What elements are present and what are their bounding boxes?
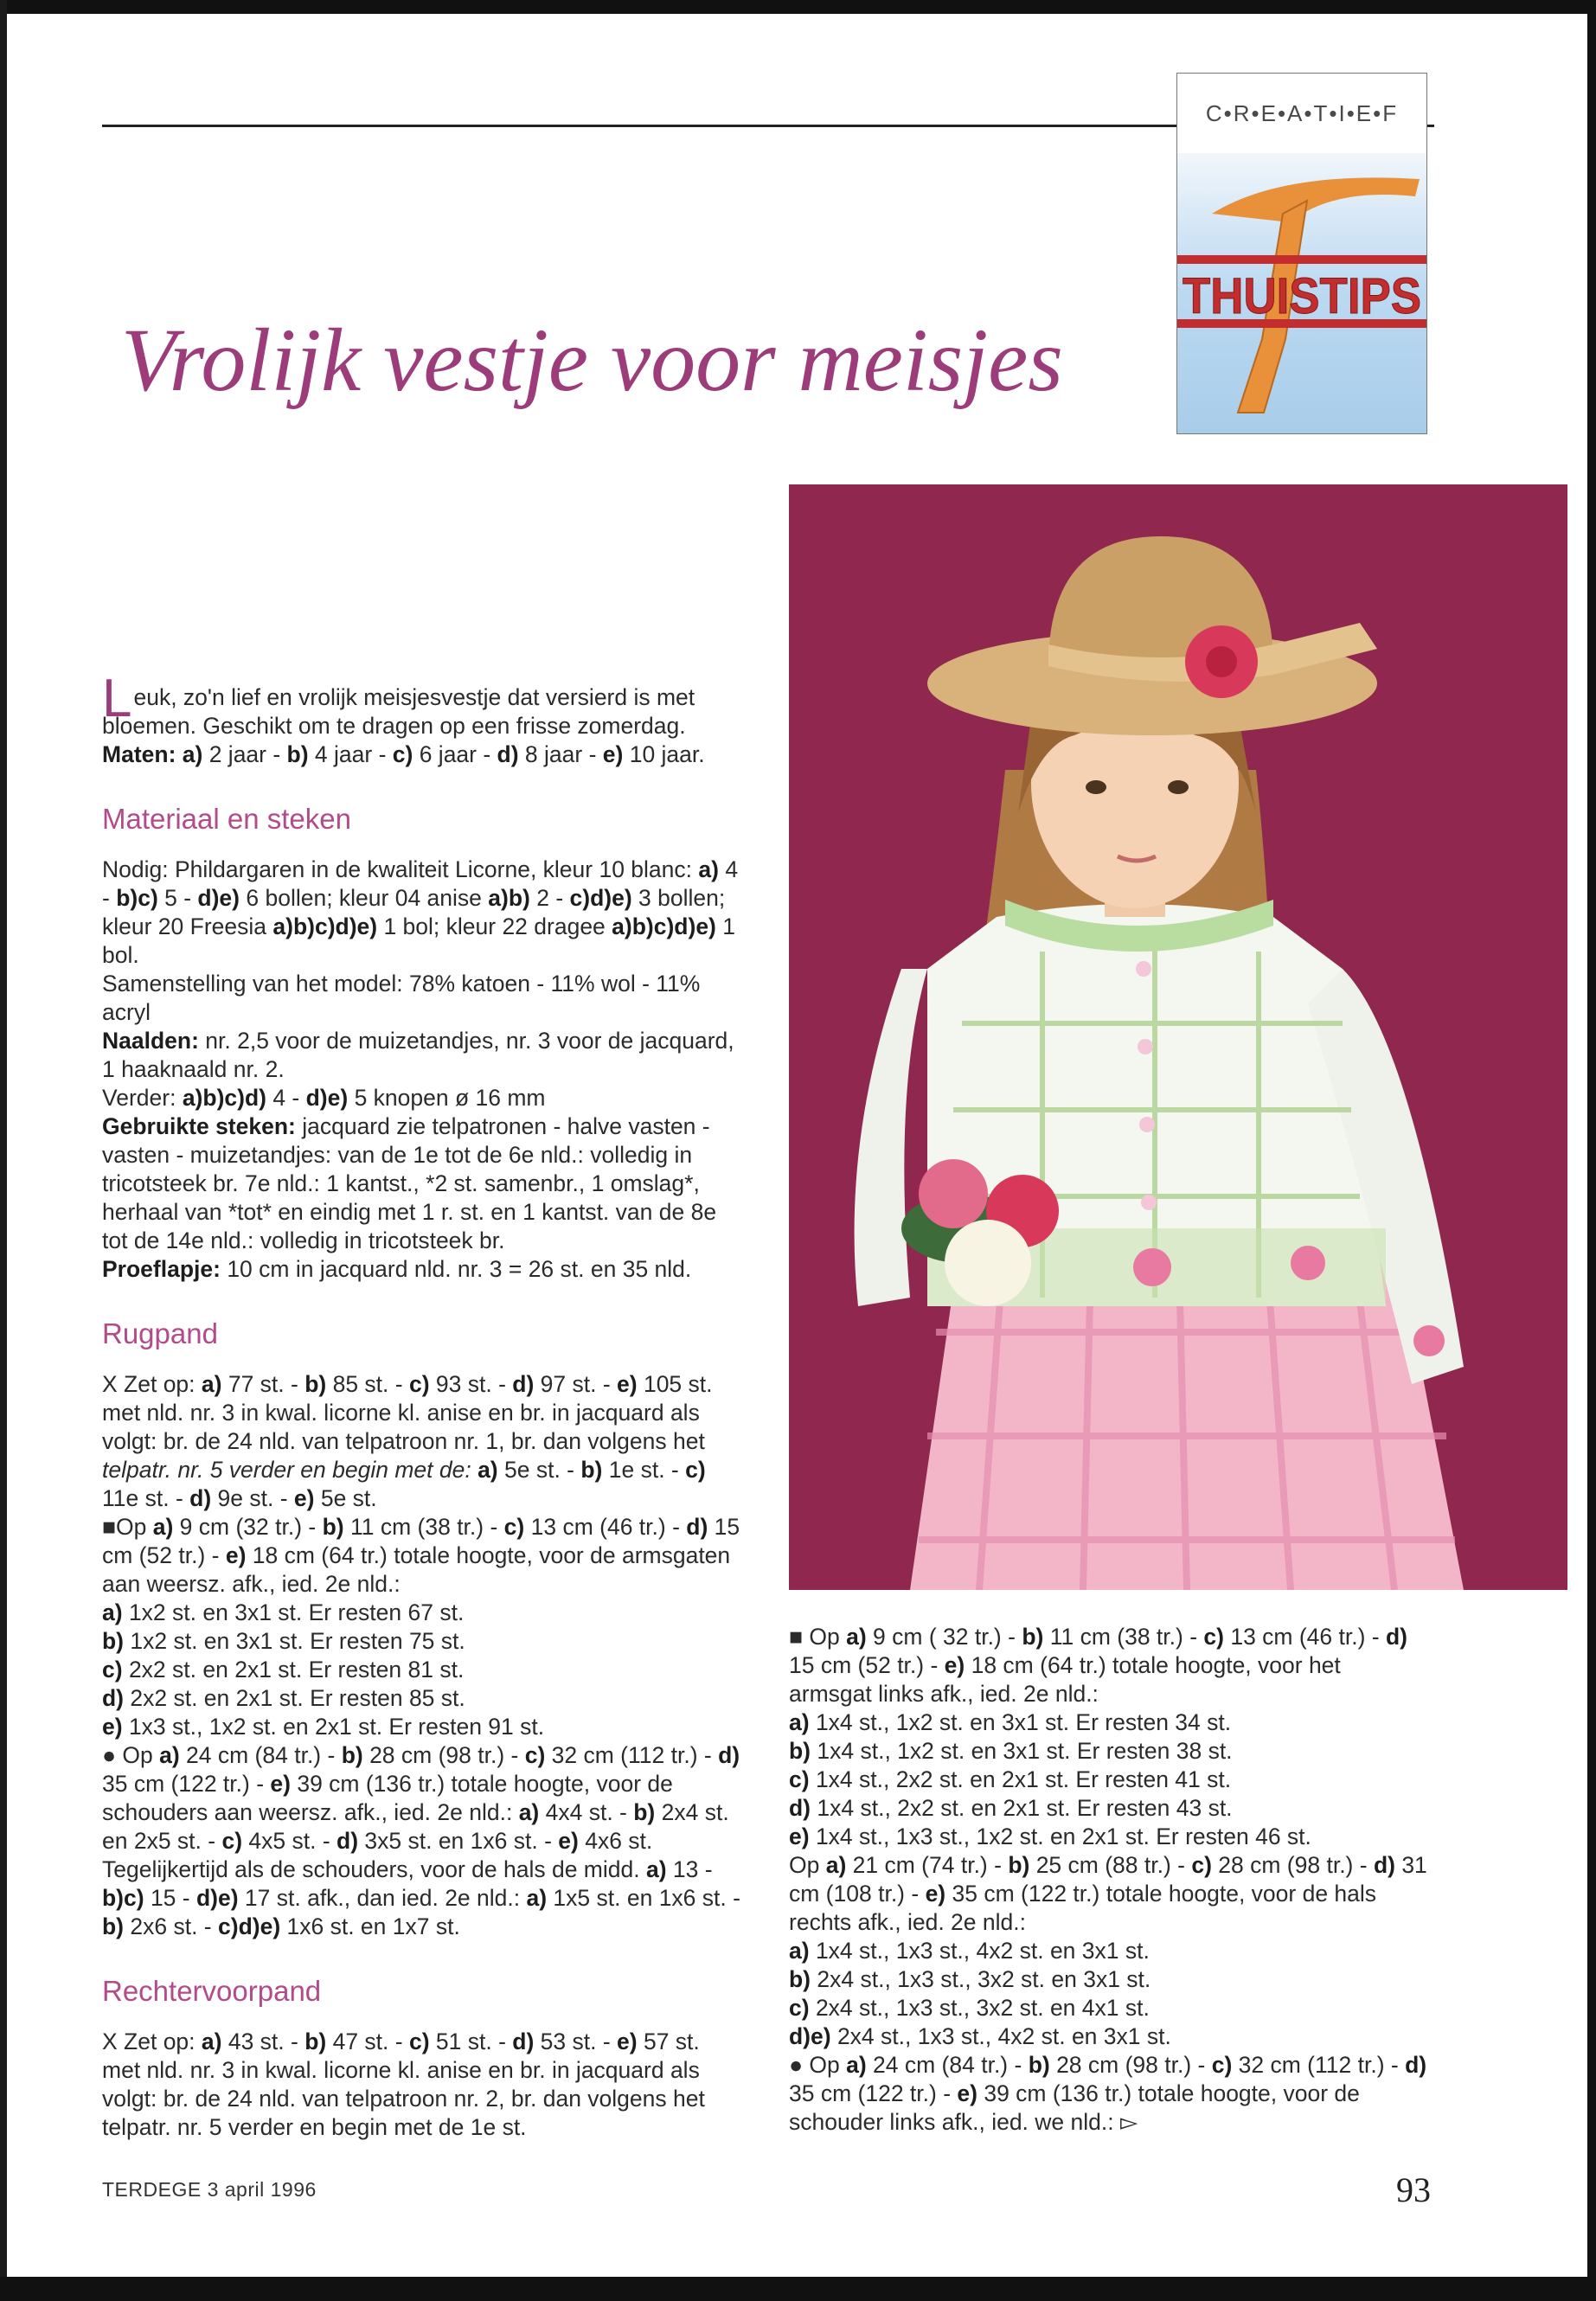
size-key: a) [789,1709,810,1735]
materiaal-verder [102,1084,742,1112]
intro-line-2: bloemen. Geschikt om te dragen op een frisse zomerdag. [102,713,686,739]
right-armsgat [789,1623,1429,1708]
size-key: c) [789,1995,810,2021]
list-item-text: 1x2 st. en 3x1 st. Er resten 75 st. [124,1628,465,1654]
size-key: a) [698,856,719,882]
right-list-2 [789,1937,1429,2051]
girl-with-hat-photo [789,484,1567,1590]
text-run: 35 cm (122 tr.) - [102,1771,271,1797]
size-key: a) [478,1457,498,1483]
steken-label: Gebruikte steken: [102,1113,296,1139]
size-key: b) [102,1913,125,1939]
text-run: 39 cm (136 tr.) totale hoogte, voor de schouders aan weersz. afk., ied. 2e nld.: [102,1771,673,1825]
size-key: d) [497,741,519,767]
size-key: a) [846,1624,867,1650]
naalden-label: Naalden: [102,1028,199,1054]
text-run: ● Op [102,1742,160,1768]
text-run: 25 cm (88 tr.) - [1029,1852,1192,1878]
maten-label: Maten: [102,741,176,767]
text-run: ■Op [102,1514,153,1540]
rugpand-zet-op-main [102,1371,713,1454]
text-run: 2x4 st. en 2x5 st. - [102,1799,729,1854]
heading-rugpand: Rugpand [102,1317,218,1349]
size-key: a)b)c)d) [182,1085,266,1111]
list-item-text: 1x2 st. en 3x1 st. Er resten 67 st. [122,1599,465,1625]
text-run: 1 bol; kleur 22 dragee [377,913,612,939]
list-item [789,1965,1429,1994]
text-run: 39 cm (136 tr.) totale hoogte, voor de schouder links afk., ied. we nld.: ▻ [789,2080,1360,2135]
size-key: b) [789,1966,811,1992]
size-key: d) [189,1485,212,1511]
text-run: X Zet op: [102,1371,202,1397]
list-item [789,1766,1429,1794]
right-column [789,1623,1429,2137]
heading-rechtervoorpand: Rechtervoorpand [102,1975,322,2007]
text-run: 24 cm (84 tr.) - [179,1742,342,1768]
list-item [789,2022,1429,2051]
size-key: d) [337,1828,359,1854]
text-run: 4 jaar - [308,741,393,767]
text-run: 4x6 st. Tegelijkertijd als de schouders, voor de hals de midd. [102,1828,653,1882]
text-run: 13 - [666,1856,713,1882]
text-run: 21 cm (74 tr.) - [846,1852,1009,1878]
size-key: a) [201,1371,222,1397]
list-item [102,1627,742,1656]
size-key: d) [1373,1852,1395,1878]
size-key: e) [957,2080,977,2106]
text-run: Verder: [102,1085,183,1111]
text-run: 77 st. - [221,1371,305,1397]
size-key: c) [408,2029,430,2054]
heading-materiaal: Materiaal en steken [102,803,351,835]
text-run: 28 cm (98 tr.) - [1211,1852,1374,1878]
size-key: a) [152,1514,174,1540]
list-item [102,1713,742,1741]
size-key: a) [526,1885,548,1911]
materiaal-nodig [102,856,742,970]
text-run: 5e st. - [497,1457,581,1483]
size-key: d) [102,1685,125,1711]
rugpand-zet-op [102,1370,742,1513]
size-key: d) [512,2029,535,2054]
text-run: 4x5 st. - [242,1828,337,1854]
size-key: b) [580,1457,603,1483]
creatief-thuistips-logo [1176,73,1427,434]
size-key: a) [789,1938,810,1964]
size-key: b) [1008,1852,1030,1878]
logo-graphic [1177,153,1426,433]
text-run: 24 cm (84 tr.) - [866,2052,1029,2078]
size-key: e) [102,1714,123,1740]
text-run: 57 st. met nld. nr. 3 in kwal. licorne kl. anise en br. in jacquard als volgt: br. de 24 nld. van telpatroon nr. 2, br. dan volgens het telpatr. nr. 5 verder en begin met de 1e st. [102,2029,705,2140]
size-key: e) [225,1542,247,1568]
size-key: d) [1405,2052,1427,2078]
rugpand-schouders [102,1741,742,1941]
size-key: a)b) [488,885,530,911]
proef-text: 10 cm in jacquard nld. nr. 3 = 26 st. en 35 nld. [220,1256,692,1282]
rugpand-list [102,1599,742,1741]
text-run: 9 cm ( 32 tr.) - [866,1624,1022,1650]
page-frame-right [1587,0,1596,2301]
size-key: e) [293,1485,315,1511]
text-run: 15 cm (52 tr.) - [789,1652,945,1678]
logo-big-t-bar [1212,177,1420,222]
size-key: c) [685,1457,706,1483]
size-key: e) [602,741,624,767]
size-key: e) [789,1823,810,1849]
list-item-text: 1x4 st., 2x2 st. en 2x1 st. Er resten 41 st. [809,1766,1232,1792]
text-run: 32 cm (112 tr.) - [1232,2052,1406,2078]
text-run: 43 st. - [221,2029,305,2054]
size-key: c)d)e) [218,1913,281,1939]
text-run: 5e st. [314,1485,377,1511]
materiaal-samenstelling: Samenstelling van het model: 78% katoen - 11% wol - 11% acryl [102,971,701,1025]
size-key: e) [270,1771,291,1797]
text-run: 9 cm (32 tr.) - [173,1514,323,1540]
size-key: d)e) [789,2023,831,2049]
size-key: b) [304,1371,327,1397]
materiaal-naalden [102,1027,742,1084]
text-run: Nodig: Phildargaren in de kwaliteit Licorne, kleur 10 blanc: [102,856,699,882]
footer-source: TERDEGE 3 april 1996 [102,2178,317,2201]
size-key: b) [102,1628,125,1654]
page-number: 93 [1396,2170,1431,2209]
size-key: c) [1211,2052,1233,2078]
text-run: 31 cm (108 tr.) - [789,1852,1427,1907]
page-frame-bottom [0,2277,1596,2301]
list-item [789,1937,1429,1965]
text-run: 85 st. - [326,1371,409,1397]
text-run: 97 st. - [534,1371,618,1397]
size-key: b) [341,1742,363,1768]
size-key: e) [617,2029,638,2054]
logo-brand-text: THUISTIPS [1183,268,1421,324]
text-run: 2 jaar - [202,741,287,767]
size-key: a)b)c)d)e) [272,913,378,939]
text-run: 4 - [266,1085,306,1111]
text-run: 17 st. afk., dan ied. 2e nld.: [238,1885,527,1911]
text-run: 1x6 st. en 1x7 st. [280,1913,460,1939]
list-item-text: 1x4 st., 1x3 st., 1x2 st. en 2x1 st. Er resten 46 st. [809,1823,1311,1849]
list-item-text: 1x4 st., 1x2 st. en 3x1 st. Er resten 34 st. [809,1709,1232,1735]
text-run: 32 cm (112 tr.) - [545,1742,719,1768]
text-run: 53 st. - [534,2029,618,2054]
text-run: 11 cm (38 tr.) - [1043,1624,1204,1650]
text-run: 15 - [144,1885,196,1911]
size-key: b) [633,1799,656,1825]
text-run: ● Op [789,2052,847,2078]
logo-top-text: C•R•E•A•T•I•E•F [1177,74,1426,153]
size-key: d) [686,1514,708,1540]
intro-paragraph [102,669,742,769]
right-schouder [789,2051,1429,2137]
text-run: 9e st. - [211,1485,294,1511]
rechter-zet-op [102,2028,742,2142]
size-key: c) [503,1514,525,1540]
list-item [789,1823,1429,1851]
size-key: b)c) [116,885,158,911]
size-key: d) [789,1795,811,1821]
size-key: d)e) [305,1085,349,1111]
right-list-1 [789,1708,1429,1851]
size-key: a) [846,2052,867,2078]
text-run: 18 cm (64 tr.) totale hoogte, voor het armsgat links afk., ied. 2e nld.: [789,1652,1341,1707]
size-key: c) [1203,1624,1224,1650]
size-key: d)e) [197,885,240,911]
list-item [102,1656,742,1684]
list-item-text: 1x3 st., 1x2 st. en 2x1 st. Er resten 91 st. [122,1714,545,1740]
size-key: a) [182,741,203,767]
steken-text: jacquard zie telpatronen - halve vasten - vasten - muizetandjes: van de 1e tot de 6e nld.: volledig in tricotsteek br. 7e nld.: 1 kantst., *2 st. samenbr., 1 omslag*, herhaal van *tot* en eindig met 1 r. st. en 1 kantst. van de 8e tot de 14e nld.: volledig in tricotsteek br. [102,1113,717,1253]
size-key: e) [925,1881,946,1907]
text-run: 105 st. met nld. nr. 3 in kwal. licorne kl. anise en br. in jacquard als volgt: br. de 24 nld. van telpatroon nr. 1, br. dan volgens het [102,1371,713,1454]
materiaal-steken [102,1112,742,1255]
size-key: b) [286,741,309,767]
text-run: 5 knopen ø 16 mm [348,1085,546,1111]
size-key: c) [408,1371,430,1397]
text-run: 8 jaar - [518,741,603,767]
size-key: e) [617,1371,638,1397]
size-key: b) [789,1738,811,1764]
size-key: d) [512,1371,535,1397]
list-item-text: 1x4 st., 1x2 st. en 3x1 st. Er resten 38 st. [811,1738,1233,1764]
text-run: 2x6 st. - [124,1913,218,1939]
size-key: a) [518,1799,540,1825]
list-item-text: 2x4 st., 1x3 st., 4x2 st. en 3x1 st. [830,2023,1171,2049]
drop-cap: L [102,669,132,728]
text-run: X Zet op: [102,2029,202,2054]
proef-label: Proeflapje: [102,1256,221,1282]
size-key: c) [221,1828,243,1854]
text-run: ■ Op [789,1624,847,1650]
text-run: 28 cm (98 tr.) - [362,1742,525,1768]
size-key: a) [201,2029,222,2054]
size-key: d) [718,1742,740,1768]
text-run: 3 bollen; kleur 20 Freesia [102,885,726,939]
list-item [789,1708,1429,1737]
right-hals [789,1851,1429,1937]
size-key: b) [304,2029,327,2054]
text-run: 18 cm (64 tr.) totale hoogte, voor de armsgaten aan weersz. afk., ied. 2e nld.: [102,1542,731,1597]
text-run: 5 - [157,885,198,911]
list-item-text: 2x2 st. en 2x1 st. Er resten 81 st. [122,1657,465,1682]
text-run: 6 bollen; kleur 04 anise [240,885,489,911]
size-key: a) [159,1742,180,1768]
page-title: Vrolijk vestje voor meisjes [121,311,1063,410]
text-run: 35 cm (122 tr.) totale hoogte, voor de hals rechts afk., ied. 2e nld.: [789,1881,1377,1935]
text-run: 13 cm (46 tr.) - [1223,1624,1386,1650]
logo-bar-top [1177,255,1426,264]
list-item-text: 1x4 st., 1x3 st., 4x2 st. en 3x1 st. [809,1938,1150,1964]
size-key: b) [322,1514,344,1540]
size-key: c) [102,1657,123,1682]
text-run: 28 cm (98 tr.) - [1049,2052,1212,2078]
size-key: a)b)c)d)e) [612,913,716,939]
materiaal-proeflapje [102,1255,742,1284]
size-key: c) [524,1742,546,1768]
list-item [102,1684,742,1713]
text-run: 15 cm (52 tr.) - [102,1514,740,1568]
hat-rose-center [1206,646,1237,677]
size-key: a) [645,1856,667,1882]
list-item-text: 2x2 st. en 2x1 st. Er resten 85 st. [124,1685,465,1711]
text-run: 6 jaar - [413,741,497,767]
text-run: 4x4 st. - [539,1799,634,1825]
text-run: 11e st. - [102,1485,190,1511]
maten-values [183,741,705,767]
size-key: c) [789,1766,810,1792]
size-key: d)e) [195,1885,239,1911]
list-item [789,1737,1429,1766]
list-item [789,1994,1429,2022]
size-key: c)d)e) [569,885,632,911]
text-run: 47 st. - [326,2029,409,2054]
text-run: 93 st. - [429,1371,513,1397]
left-column [102,669,742,2142]
text-run: 13 cm (46 tr.) - [524,1514,687,1540]
size-key: e) [558,1828,579,1854]
text-run: 51 st. - [429,2029,513,2054]
size-key: b) [1022,1624,1044,1650]
intro-line-1: euk, zo'n lief en vrolijk meisjesvestje dat versierd is met [133,684,695,710]
text-run: 1 bol. [102,913,735,968]
size-key: b)c) [102,1885,144,1911]
naalden-text: nr. 2,5 voor de muizetandjes, nr. 3 voor de jacquard, 1 haaknaald nr. 2. [102,1028,734,1082]
size-key: a) [102,1599,123,1625]
size-key: c) [392,741,413,767]
page-frame-top [0,0,1596,14]
rugpand-armsgaten [102,1513,742,1599]
list-item-text: 1x4 st., 2x2 st. en 2x1 st. Er resten 43 st. [811,1795,1233,1821]
page-frame-left [0,0,7,2301]
size-key: a) [825,1852,847,1878]
text-run: 11 cm (38 tr.) - [343,1514,504,1540]
list-item-text: 2x4 st., 1x3 st., 3x2 st. en 4x1 st. [809,1995,1150,2021]
text-run: 1e st. - [602,1457,686,1483]
list-item [789,1794,1429,1823]
size-key: e) [944,1652,965,1678]
text-run: Op [789,1852,826,1878]
list-item [102,1599,742,1627]
text-run: 2 - [529,885,570,911]
text-run: 1x5 st. en 1x6 st. - [547,1885,740,1911]
text-run: 10 jaar. [623,741,705,767]
text-run: 4 - [102,856,739,911]
text-run: 3x5 st. en 1x6 st. - [358,1828,559,1854]
rugpand-italic: telpatr. nr. 5 verder en begin met de: [102,1457,478,1483]
size-key: b) [1028,2052,1050,2078]
list-item-text: 2x4 st., 1x3 st., 3x2 st. en 3x1 st. [811,1966,1151,1992]
text-run: 35 cm (122 tr.) - [789,2080,958,2106]
size-key: d) [1385,1624,1407,1650]
size-key: c) [1191,1852,1212,1878]
